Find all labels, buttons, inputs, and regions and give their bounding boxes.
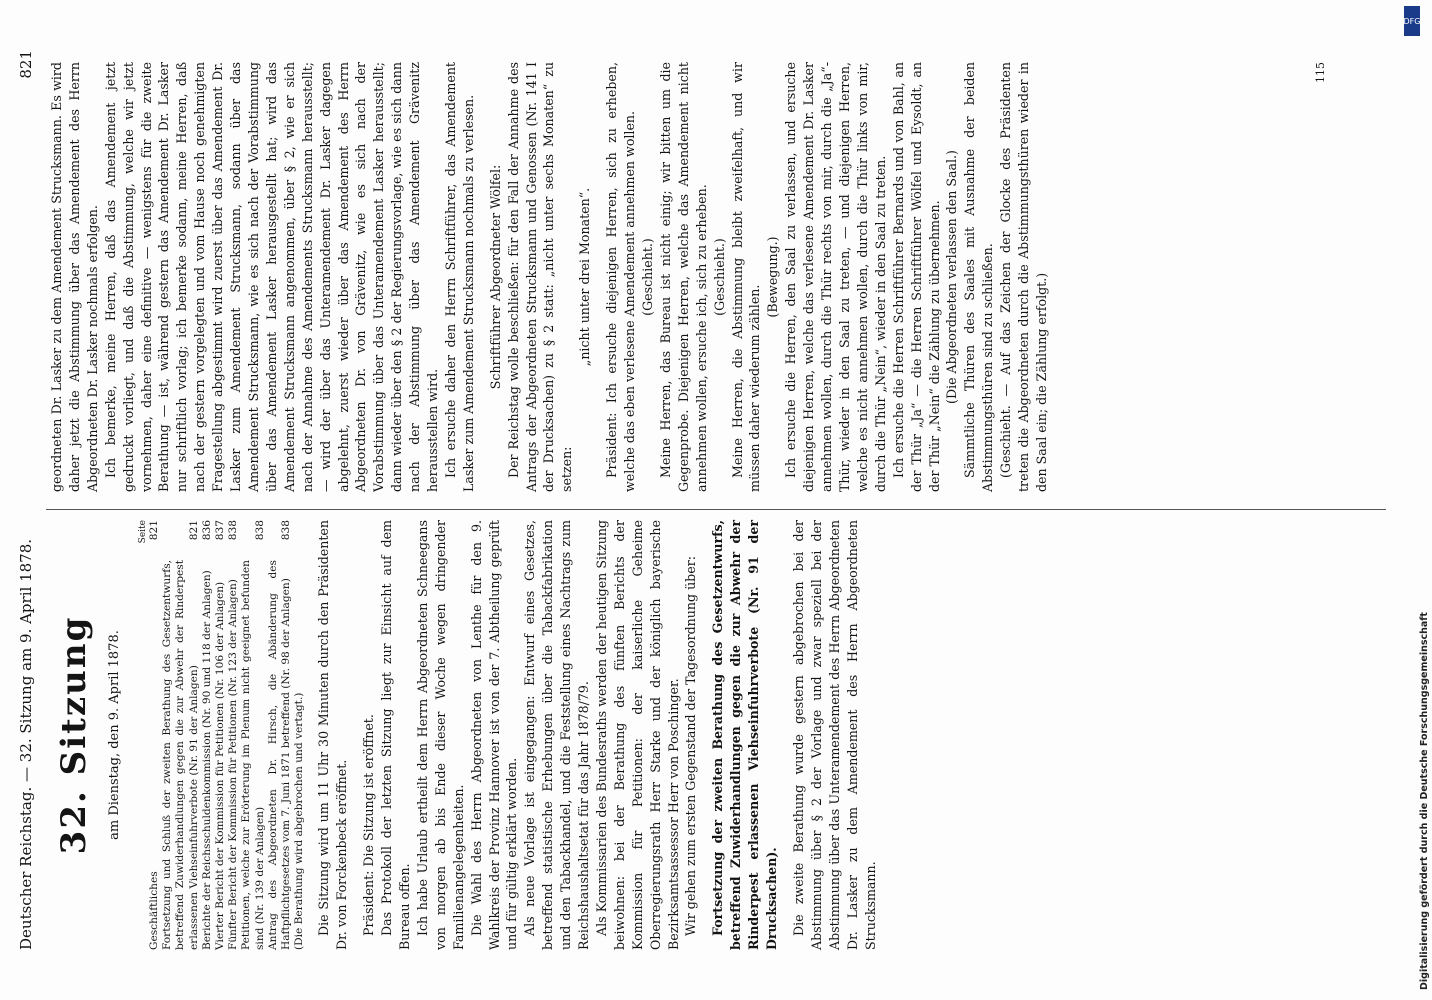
- toc-entry: [201, 520, 214, 950]
- speech-paragraph: Ich habe Urlaub ertheilt dem Herrn Abgeordneten Schneegans von morgen ab bis Ende dieser Woche wegen dringender Familienangelegenheiten.: [414, 520, 466, 950]
- table-of-contents: [148, 520, 306, 950]
- toc-entry-page: 838: [227, 520, 240, 541]
- toc-page-label: Seite: [137, 520, 148, 544]
- speech-paragraph: Ich ersuche daher den Herrn Schriftführer, das Amendement Lasker zum Amendement Strucksmann nochmals zu verlesen.: [442, 62, 476, 492]
- speech-paragraph: Als Kommissarien des Bundesraths werden der heutigen Sitzung beiwohnen: bei der Berathung des fünften Berichts der Kommission für Petitionen: der kaiserliche Geheime Oberregierungsrath Herr Starke und der königlich bayerische Bezirksamtsassessor Herr von Poschinger.: [593, 520, 681, 950]
- left-column: [48, 520, 880, 950]
- signature-mark: 115: [1314, 62, 1327, 83]
- toc-entry: [148, 520, 161, 950]
- stage-note: (Bewegung.): [765, 236, 781, 318]
- toc-entry-text: Antrag des Abgeordneten Dr. Hirsch, die Abänderung des Haftpflichtgesetzes vom 7. Juni 1871 betreffend (Nr. 98 der Anlagen): [266, 560, 292, 950]
- toc-entry-page: 838: [253, 520, 266, 541]
- toc-entry-page: 838: [279, 520, 292, 541]
- motion-text: Der Reichstag wolle beschließen: für den Fall der Annahme des Antrags der Abgeordneten Strucksmann und Genossen (Nr. 141 I der Drucksachen) zu § 2 statt: „nicht unter sechs Monaten“ zu setzen:: [505, 62, 575, 492]
- speech-paragraph: Präsident: Die Sitzung ist eröffnet.: [361, 714, 377, 936]
- session-date: am Dienstag, den 9. April 1878.: [107, 630, 122, 840]
- stage-note: (Geschieht.): [711, 238, 727, 316]
- stage-note: (Die Abgeordneten verlassen den Saal.): [944, 150, 960, 404]
- funding-note: Digitalisierung gefördert durch die Deutsche Forschungsgemeinschaft: [1419, 612, 1430, 990]
- speech-paragraph: Meine Herren, das Bureau ist nicht einig; wir bitten um die Gegenprobe. Diejenigen Herren, welche das Amendement nicht annehmen wollen, ersuche ich, sich zu erheben.: [657, 62, 709, 492]
- speech-paragraph: Meine Herren, die Abstimmung bleibt zweifelhaft, und wir müssen daher wiederum zählen.: [729, 62, 763, 492]
- toc-entry: [267, 520, 293, 950]
- page-number: 821: [17, 50, 35, 79]
- dfg-logo: DFG: [1404, 6, 1420, 36]
- toc-entry: [240, 520, 266, 950]
- speech-paragraph: Ich ersuche die Herren, den Saal zu verlassen, und ersuche diejenigen Herren, welche das verlesene Amendement Dr. Lasker annehmen wollen, durch die Thür rechts von mir, durch die „Ja“-Thür, wieder in den Saal zu treten, — und diejenigen Herren, welche es nicht annehmen wollen, durch die Thür links von mir, durch die Thür „Nein“, wieder in den Saal zu treten.: [783, 62, 888, 492]
- toc-entry-text: (Die Berathung wird abgebrochen und vertagt.): [293, 692, 306, 950]
- toc-entry: [293, 520, 306, 950]
- opening-paragraph: Die Sitzung wird um 11 Uhr 30 Minuten durch den Präsidenten Dr. von Forckenbeck eröffnet.: [316, 520, 350, 950]
- toc-entry-text: Geschäftliches: [147, 871, 160, 950]
- toc-entry-text: Petitionen, welche zur Erörterung im Plenum nicht geeignet befunden sind (Nr. 139 der Anlagen): [240, 560, 266, 950]
- speech-paragraph: Die Wahl des Herrn Abgeordneten von Lenthe für den 9. Wahlkreis der Provinz Hannover ist von der 7. Abtheilung geprüft und für gültig erklärt worden.: [468, 520, 520, 950]
- toc-entry-page: 836: [200, 520, 213, 541]
- header-title: Deutscher Reichstag. — 32. Sitzung am 9. April 1878.: [17, 538, 35, 950]
- speech-paragraph: Als neue Vorlage ist eingegangen: Entwurf eines Gesetzes, betreffend statistische Erhebungen über die Tabackfabrikation und den Tabackhandel, und die Feststellung eines Nachtrags zum Reichshaushaltsetat für das Jahr 1878/79.: [522, 520, 592, 950]
- toc-entry-text: Fortsetzung und Schluß der zweiten Berathung des Gesetzentwurfs, betreffend Zuwiderhandlungen gegen die zur Abwehr der Rinderpest erlassenen Viehseinfuhrverbote (Nr. 91 der Anlagen): [161, 560, 200, 950]
- running-header: [14, 50, 38, 950]
- stage-note: (Geschieht.): [640, 238, 655, 316]
- toc-entry: [227, 520, 240, 950]
- motion-text: „nicht unter drei Monaten“.: [577, 187, 593, 367]
- toc-entry-page: 821: [187, 520, 200, 541]
- speech-paragraph: Sämmtliche Thüren des Saales mit Ausnahme der beiden Abstimmungsthüren sind zu schließen.: [962, 62, 996, 492]
- speech-paragraph: Ich ersuche die Herren Schriftführer Bernards und von Bahl, an der Thür „Ja“ — die Herren Schriftführer Wölfel und Eysoldt, an der Thür „Nein“ die Zählung zu übernehmen.: [890, 62, 942, 492]
- speech-paragraph: Wir gehen zum ersten Gegenstand der Tagesordnung über:: [683, 556, 699, 936]
- column-divider: [46, 509, 1386, 510]
- agenda-item: Fortsetzung der zweiten Berathung des Gesetzentwurfs, betreffend Zuwiderhandlungen gegen die zur Abwehr der Rinderpest erlassenen Viehseinfuhrverbote (Nr. 91 der Drucksachen).: [710, 520, 780, 950]
- speech-paragraph: geordneten Dr. Lasker zu dem Amendement Strucksmann. Es wird daher jetzt die Abstimmung über das Amendement des Herrn Abgeordneten Dr. Lasker nochmals erfolgen.: [49, 62, 100, 492]
- right-column: [48, 62, 1051, 492]
- session-title: 32. Sitzung: [54, 615, 94, 855]
- speaker-line: Schriftführer Abgeordneter Wölfel:: [487, 164, 503, 390]
- speech-paragraph: Das Protokoll der letzten Sitzung liegt zur Einsicht auf dem Bureau offen.: [379, 520, 412, 950]
- toc-entry: [214, 520, 227, 950]
- toc-entry-page: 821: [147, 520, 160, 541]
- toc-entry-text: Berichte der Reichsschuldenkommission (Nr. 90 und 118 der Anlagen): [200, 570, 213, 950]
- digitization-strip: [1405, 0, 1432, 1000]
- speech-paragraph: Die zweite Berathung wurde gestern abgebrochen bei der Abstimmung über § 2 der Vorlage und zwar speziell bei der Abstimmung über das Unteramendement des Herrn Abgeordneten Dr. Lasker zu dem Amendement des Herrn Abgeordneten Strucksmann.: [791, 520, 878, 950]
- toc-entry-page: 837: [213, 520, 226, 541]
- toc-entry-text: Fünfter Bericht der Kommission für Petitionen (Nr. 123 der Anlagen): [227, 579, 240, 950]
- speech-paragraph: Präsident: Ich ersuche diejenigen Herren, sich zu erheben, welche das eben verlesene Amendement annehmen wollen.: [604, 62, 638, 492]
- speech-paragraph: (Geschieht. — Auf das Zeichen der Glocke des Präsidenten treten die Abgeordneten durch die Abstimmungsthüren wieder in den Saal ein; die Zählung erfolgt.): [998, 62, 1049, 492]
- toc-entry: [161, 520, 201, 950]
- speech-paragraph: Ich bemerke, meine Herren, daß das Amendement jetzt gedruckt vorliegt, und daß die Abstimmung, welche wir jetzt vornehmen, daher eine definitive — wenigstens für die zweite Berathung — ist, während gestern das Amendement Dr. Lasker nur schriftlich vorlag; ich bemerke sodann, meine Herren, daß nach der gestern vorgelegten und vom Hause noch genehmigten Fragestellung abgestimmt wird zuerst über das Amendement Dr. Lasker zum Amendement Strucksmann, sodann über das Amendement Strucksmann, wie es sich nach der Vorabstimmung über das Amendement Lasker herausgestellt hat; wird das Amendement Strucksmann angenommen, über § 2, wie er sich nach der Annahme des Amendements Strucksmann herausstellt; — wird der über das Unteramendement Dr. Lasker dagegen abgelehnt, zuerst wieder über das Amendement des Herrn Abgeordneten Dr. von Grävenitz, wie es sich nach der Vorabstimmung über das Unteramendement Lasker herausstellt; dann wieder über den § 2 der Regierungsvorlage, wie es sich dann nach der Abstimmung über das Amendement Grävenitz herausstellen wird.: [102, 62, 441, 492]
- toc-entry-text: Vierter Bericht der Kommission für Petitionen (Nr. 106 der Anlagen): [213, 581, 226, 950]
